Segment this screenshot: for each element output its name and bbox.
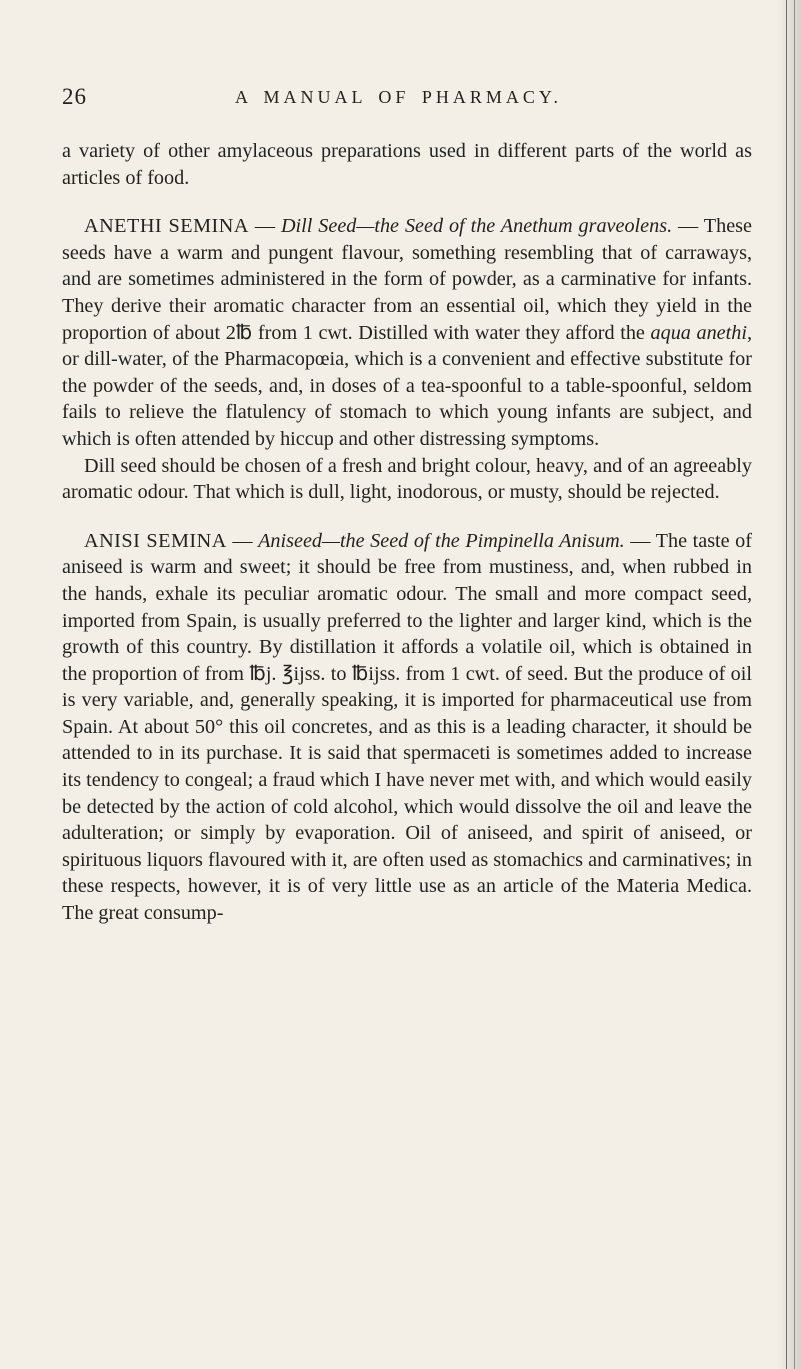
- entry-anisi-semina: [62, 528, 752, 927]
- paragraph-dill-seed-quality: [62, 453, 752, 506]
- page-edge-shadow: [777, 0, 801, 1369]
- entry-dash: —: [248, 215, 281, 238]
- entry-heading: ANISI SEMINA: [84, 529, 227, 552]
- entry-subtitle: Dill Seed—the Seed of the Anethum graveolens.: [280, 215, 673, 238]
- paragraph-text: a variety of other amylaceous preparations used in different parts of the world as articles of food.: [62, 140, 752, 189]
- paragraph-text: Dill seed should be chosen of a fresh and bright colour, heavy, and of an agreeably aromatic odour. That which is dull, light, inodorous, or musty, should be rejected.: [62, 454, 752, 504]
- entry-subtitle: Aniseed—the Seed of the Pimpinella Anisum.: [258, 529, 625, 552]
- entry-dash: —: [226, 529, 259, 552]
- entry-anethi-semina: [62, 213, 752, 452]
- entry-text: — These seeds have a warm and pungent flavour, something resembling that of carraways, and are sometimes administered in the form of powder, as a carminative for infants. They derive their aromatic character from an essential oil, which they yield in the proportion of about 2℔ from 1 cwt. Distilled with water they afford the: [62, 215, 752, 344]
- page-edge-line: [786, 0, 787, 1369]
- body-text: [62, 138, 752, 927]
- entry-heading: ANETHI SEMINA: [84, 215, 249, 238]
- running-header: [62, 84, 762, 114]
- page-number: 26: [62, 84, 87, 109]
- paragraph-continuation: [62, 138, 752, 191]
- running-title: A MANUAL OF PHARMACY.: [235, 87, 563, 107]
- entry-text: — The taste of aniseed is warm and sweet; it should be free from mustiness, and, when rubbed in the hands, exhale its peculiar aromatic odour. The small and more compact seed, imported from Spain, is usually preferred to the lighter and larger kind, which is the growth of this country. By distillation it affords a volatile oil, which is obtained in the proportion of from ℔j. ℥ijss. to ℔ijss. from 1 cwt. of seed. But the produce of oil is very variable, and, generally speaking, it is imported for pharmaceutical use from Spain. At about 50° this oil concretes, and as this is a leading character, it should be attended to in its purchase. It is said that spermaceti is sometimes added to increase its tendency to congeal; a fraud which I have never met with, and which would easily be detected by the action of cold alcohol, which would dissolve the oil and leave the adulteration; or simply by evaporation. Oil of aniseed, and spirit of aniseed, or spirituous liquors flavoured with it, are often used as stomachics and carminatives; in these respects, however, it is of very little use as an article of the Materia Medica. The great consump-: [62, 529, 752, 925]
- entry-italic-term: aqua anethi,: [650, 321, 752, 344]
- page-edge-line: [794, 0, 795, 1369]
- entry-text-continued: or dill-water, of the Pharmacopœia, which is a convenient and effective substitute for the powder of the seeds, and, in doses of a tea-spoonful to a table-spoonful, seldom fails to relieve the flatulency of stomach to which young infants are subject, and which is often attended by hiccup and other distressing symptoms.: [62, 348, 752, 450]
